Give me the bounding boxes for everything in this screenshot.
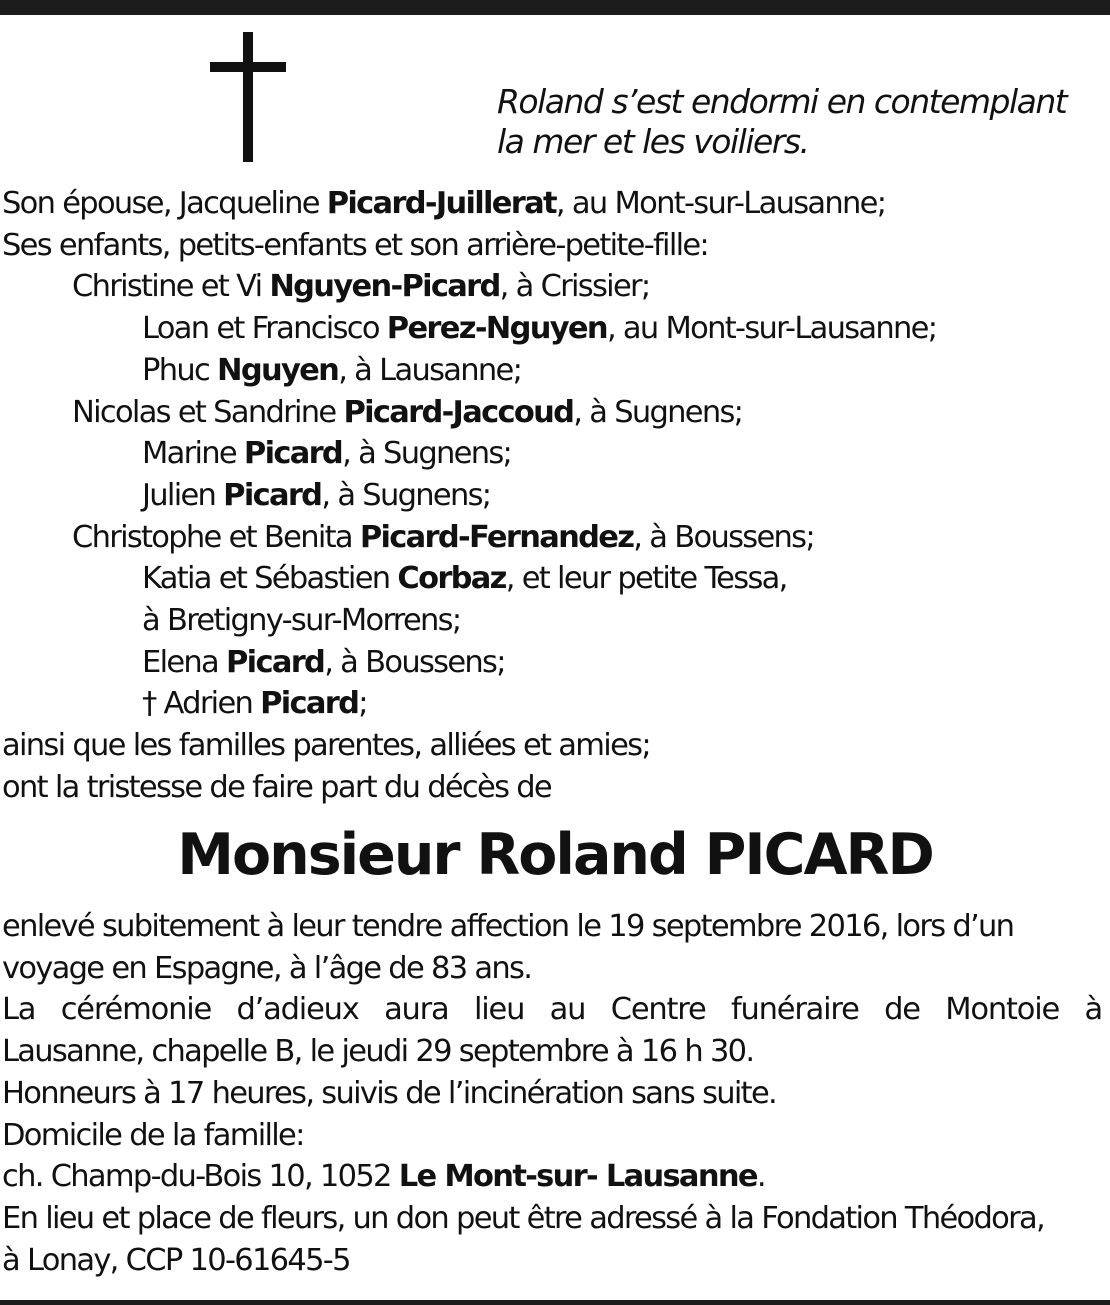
family-member: Christophe et Benita Picard-Fernandez, à Boussens; [72,519,814,555]
body-line-1: enlevé subitement à leur tendre affection le 19 septembre 2016, lors d’un [2,909,1014,944]
family-list [2,183,1107,809]
family-member-deceased: † Adrien Picard; [142,686,367,722]
notice-body [2,906,1102,1281]
children-intro: Ses enfants, petits-enfants et son arrière-petite-fille: [2,227,709,263]
cross-icon [210,32,286,162]
donation-line-2: à Lonay, CCP 10-61645-5 [2,1242,350,1278]
epitaph-quote [497,82,1097,162]
family-member: Katia et Sébastien Corbaz, et leur petite Tessa, [142,561,787,597]
relatives-line: ainsi que les familles parentes, alliées et amies; [2,728,650,764]
family-member: Elena Picard, à Boussens; [142,644,505,680]
ceremony-line-1: La cérémonie d’adieux aura lieu au Centre funéraire de Montoie à [2,992,1102,1028]
family-member: Loan et Francisco Perez-Nguyen, au Mont-sur-Lausanne; [142,311,937,347]
donation-line-1: En lieu et place de fleurs, un don peut être adressé à la Fondation Théodora, [2,1200,1044,1236]
quote-line-2: la mer et les voiliers. [497,122,809,161]
family-member: Christine et Vi Nguyen-Picard, à Crissier; [72,269,650,305]
family-member: Nicolas et Sandrine Picard-Jaccoud, à Sugnens; [72,394,743,430]
family-member: Phuc Nguyen, à Lausanne; [142,352,522,388]
top-border-rule [0,0,1110,15]
family-member: Julien Picard, à Sugnens; [142,477,491,513]
family-member: Marine Picard, à Sugnens; [142,436,512,472]
address-line: ch. Champ-du-Bois 10, 1052 Le Mont-sur- Lausanne. [2,1159,765,1195]
domicile-label: Domicile de la famille: [2,1117,304,1153]
deceased-name-title: Monsieur Roland PICARD [177,822,933,888]
spouse-line: Son épouse, Jacqueline Picard-Juillerat, au Mont-sur-Lausanne; [2,186,886,221]
bottom-border-rule [0,1300,1110,1305]
ceremony-line-2: Lausanne, chapelle B, le jeudi 29 septembre à 16 h 30. [2,1034,754,1070]
quote-line-1: Roland s’est endormi en contemplant [497,82,1067,121]
announcement-line: ont la tristesse de faire part du décès de [2,769,551,805]
honours-line: Honneurs à 17 heures, suivis de l’incinération sans suite. [2,1075,777,1111]
body-line-2: voyage en Espagne, à l’âge de 83 ans. [2,950,532,986]
family-member-continuation: à Bretigny-sur-Morrens; [142,603,461,639]
